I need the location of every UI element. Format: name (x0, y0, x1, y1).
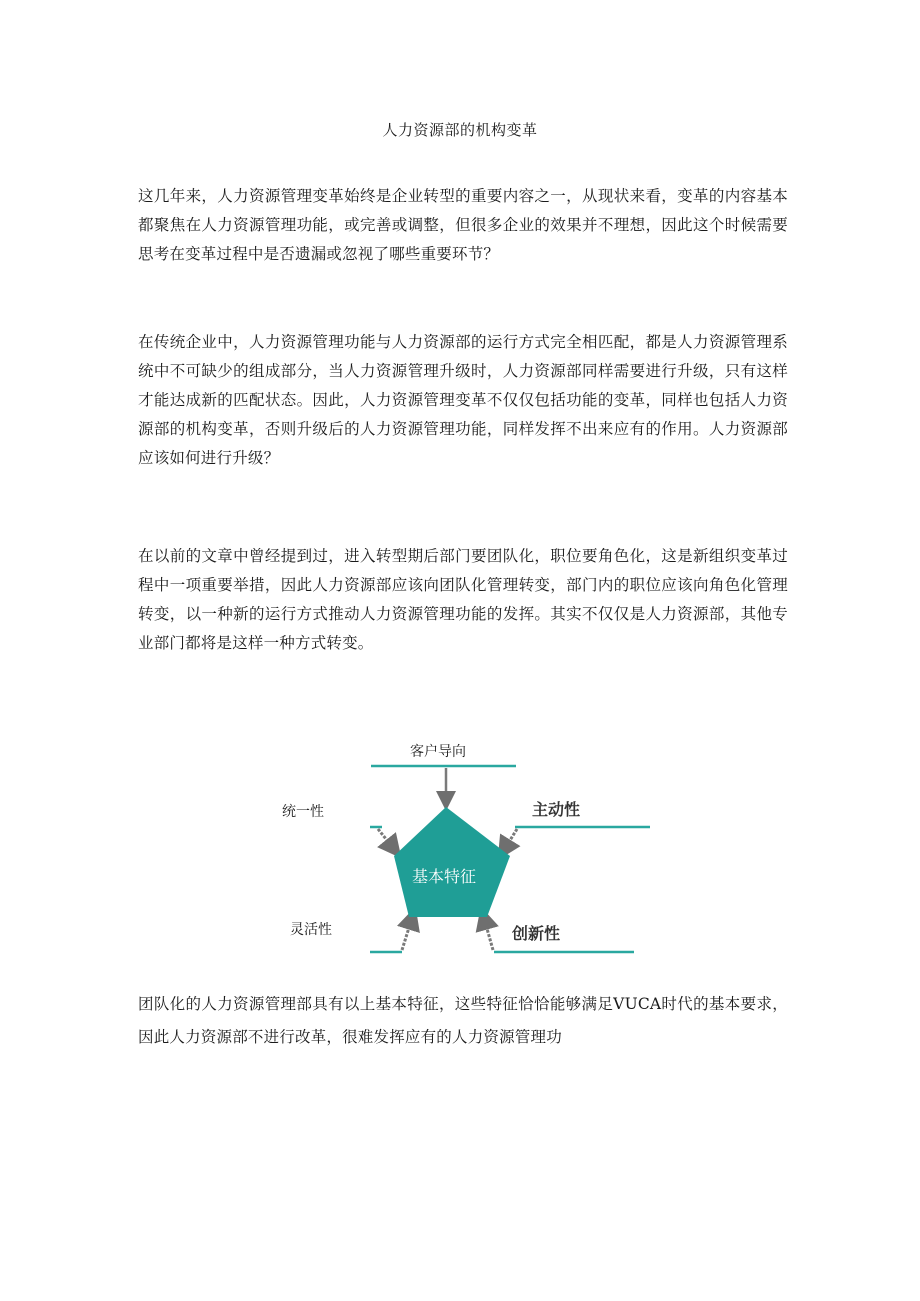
paragraph-4: 团队化的人力资源管理部具有以上基本特征，这些特征恰恰能够满足VUCA时代的基本要求，因此人力资源部不进行改革，很难发挥应有的人力资源管理功 (138, 995, 788, 1046)
center-pentagon (394, 807, 510, 917)
label-initiative: 主动性 (532, 800, 581, 819)
label-flexibility: 灵活性 (290, 922, 332, 938)
paragraph-1: 这几年来，人力资源管理变革始终是企业转型的重要内容之一，从现状来看，变革的内容基本都聚焦在人力资源管理功能，或完善或调整，但很多企业的效果并不理想，因此这个时候需要思考在变革过程中是否遗漏或忽视了哪些重要环节？ (138, 187, 788, 263)
lower-right-arrow (484, 918, 493, 950)
document-title: 人力资源部的机构变革 (382, 121, 538, 139)
lower-left-arrow (402, 918, 412, 950)
label-innovation: 创新性 (512, 924, 561, 943)
label-unity: 统一性 (282, 804, 324, 820)
paragraph-2: 在传统企业中，人力资源管理功能与人力资源部的运行方式完全相匹配，都是人力资源管理系统中不可缺少的组成部分，当人力资源管理升级时，人力资源部同样需要进行升级，只有这样才能达成新的匹配状态。因此，人力资源管理变革不仅仅包括功能的变革，同样也包括人力资源部的机构变革，否则升级后的人力资源管理功能，同样发挥不出来应有的作用。人力资源部应该如何进行升级？ (138, 333, 788, 467)
upper-right-arrow (504, 829, 517, 850)
label-customer-oriented: 客户导向 (410, 744, 466, 760)
upper-left-arrow (378, 829, 394, 849)
paragraph-3: 在以前的文章中曾经提到过，进入转型期后部门要团队化，职位要角色化，这是新组织变革过程中一项重要举措，因此人力资源部应该向团队化管理转变，部门内的职位应该向角色化管理转变，以一种新的运行方式推动人力资源管理功能的发挥。其实不仅仅是人力资源部，其他专业部门都将是这样一种方式转变。 (138, 547, 788, 652)
basic-features-diagram (270, 735, 650, 960)
label-basic-features: 基本特征 (412, 867, 477, 886)
